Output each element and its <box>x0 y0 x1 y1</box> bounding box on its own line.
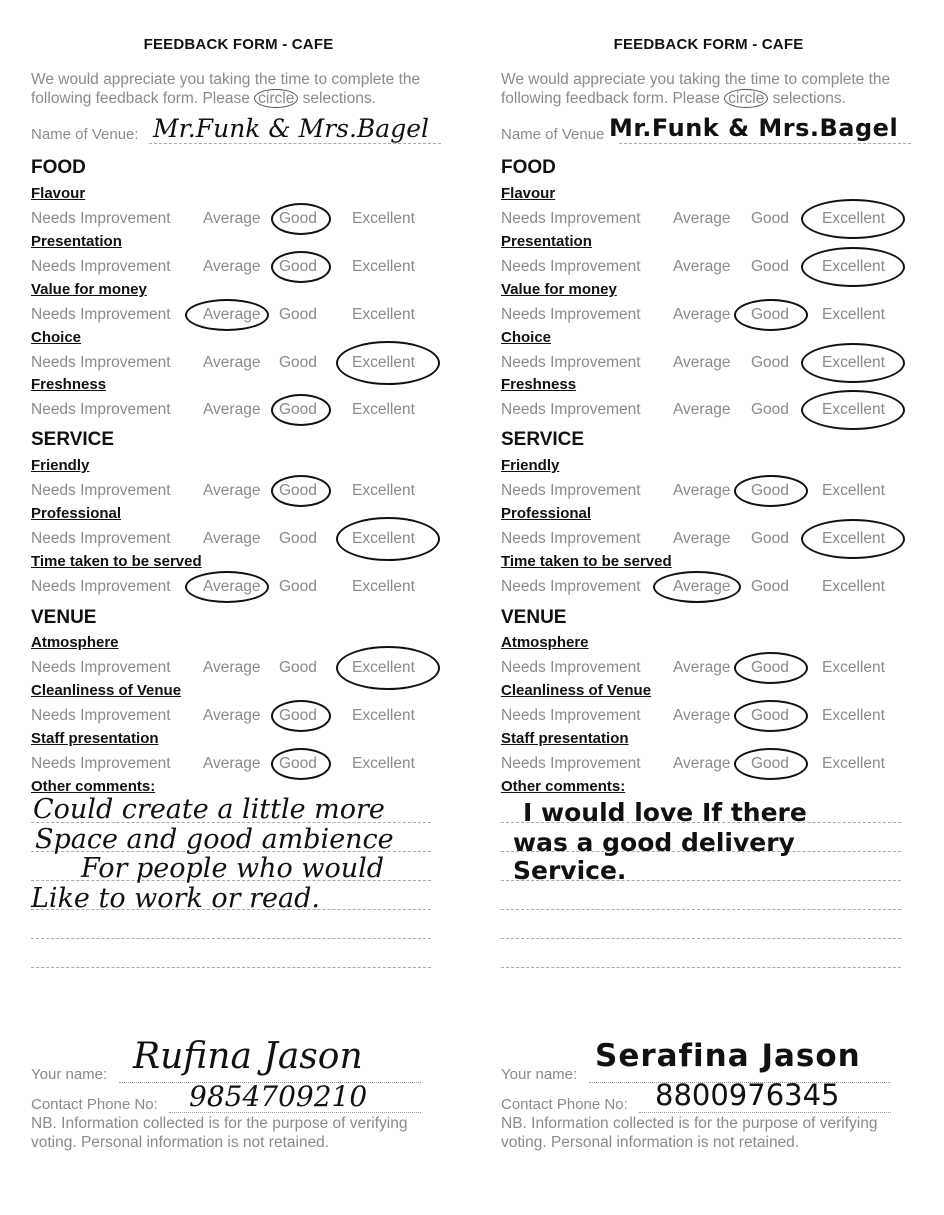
intro-text-start: We would appreciate you taking the time to complete the following feedback form. Please <box>31 71 421 107</box>
rating-option[interactable]: Excellent <box>822 482 885 499</box>
feedback-form-right <box>501 0 941 1215</box>
rating-option[interactable]: Good <box>279 659 317 676</box>
rating-row <box>501 657 921 679</box>
rating-option[interactable]: Average <box>673 755 731 772</box>
category-label: Time taken to be served <box>501 553 672 570</box>
category-label: Cleanliness of Venue <box>31 682 182 699</box>
rating-option[interactable]: Excellent <box>352 354 415 371</box>
rating-row <box>501 705 921 727</box>
comments-label: Other comments: <box>501 778 626 795</box>
privacy-note: NB. Information collected is for the purpose of verifying voting. Personal information is not retained. <box>501 1115 878 1151</box>
section-title: SERVICE <box>31 429 115 450</box>
rating-option[interactable]: Good <box>279 210 317 227</box>
category-label: Freshness <box>501 376 577 393</box>
venue-value: Mr.Funk & Mrs.Bagel <box>609 114 899 142</box>
section-title: VENUE <box>501 607 567 628</box>
rating-option[interactable]: Average <box>203 530 261 547</box>
rating-option[interactable]: Needs Improvement <box>31 482 171 499</box>
rating-row <box>501 576 921 598</box>
rating-option[interactable]: Average <box>673 354 731 371</box>
rating-option[interactable]: Average <box>673 210 731 227</box>
rating-option[interactable]: Excellent <box>822 530 885 547</box>
rating-row <box>31 528 451 550</box>
category-label: Time taken to be served <box>31 553 202 570</box>
rating-option[interactable]: Good <box>279 401 317 418</box>
rating-option[interactable]: Excellent <box>352 258 415 275</box>
rating-option[interactable]: Good <box>279 354 317 371</box>
rating-option[interactable]: Needs Improvement <box>501 401 641 418</box>
comments-label: Other comments: <box>31 778 156 795</box>
rating-option[interactable]: Excellent <box>352 530 415 547</box>
signature-phone: 8800976345 <box>655 1078 840 1112</box>
intro-text-end: selections. <box>302 90 376 107</box>
rating-option[interactable]: Needs Improvement <box>501 210 641 227</box>
category-label: Freshness <box>31 376 107 393</box>
rating-row <box>31 753 451 775</box>
rating-row <box>31 705 451 727</box>
rating-option[interactable]: Excellent <box>822 210 885 227</box>
category-label: Professional <box>31 505 122 522</box>
rating-option[interactable]: Excellent <box>352 707 415 724</box>
category-label: Cleanliness of Venue <box>501 682 652 699</box>
intro-text-start: We would appreciate you taking the time to complete the following feedback form. Please <box>501 71 891 107</box>
category-label: Friendly <box>501 457 560 474</box>
rating-option[interactable]: Needs Improvement <box>31 210 171 227</box>
rating-row <box>31 352 451 374</box>
rating-option[interactable]: Average <box>673 707 731 724</box>
intro-circle-word: circle <box>724 89 768 108</box>
rating-option[interactable]: Excellent <box>822 354 885 371</box>
category-label: Value for money <box>31 281 147 298</box>
rating-option[interactable]: Excellent <box>352 482 415 499</box>
rating-option[interactable]: Excellent <box>352 755 415 772</box>
rating-option[interactable]: Good <box>279 578 317 595</box>
rating-option[interactable]: Average <box>203 306 261 323</box>
comment-text: Like to work or read. <box>31 883 320 914</box>
rating-row <box>501 753 921 775</box>
signature-name: Serafina Jason <box>595 1038 861 1074</box>
rating-option[interactable]: Needs Improvement <box>501 258 641 275</box>
rating-option[interactable]: Good <box>751 482 789 499</box>
rating-option[interactable]: Good <box>751 401 789 418</box>
venue-field[interactable] <box>501 114 911 146</box>
rating-option[interactable]: Excellent <box>352 659 415 676</box>
rating-option[interactable]: Needs Improvement <box>501 707 641 724</box>
phone-label: Contact Phone No: <box>31 1096 158 1113</box>
rating-row <box>31 576 451 598</box>
rating-option[interactable]: Excellent <box>352 578 415 595</box>
category-label: Flavour <box>501 185 556 202</box>
rating-option[interactable]: Needs Improvement <box>31 578 171 595</box>
phone-dotline <box>639 1112 891 1113</box>
signature-name: Rufina Jason <box>133 1036 363 1077</box>
phone-label: Contact Phone No: <box>501 1096 628 1113</box>
rating-option[interactable]: Excellent <box>822 707 885 724</box>
category-label: Friendly <box>31 457 90 474</box>
venue-field[interactable] <box>31 114 441 146</box>
rating-option[interactable]: Average <box>673 578 731 595</box>
comment-line <box>31 967 431 968</box>
intro-text-end: selections. <box>772 90 846 107</box>
rating-option[interactable]: Good <box>751 210 789 227</box>
rating-option[interactable]: Average <box>203 578 261 595</box>
rating-row <box>31 256 451 278</box>
rating-option[interactable]: Excellent <box>352 210 415 227</box>
rating-option[interactable]: Good <box>751 306 789 323</box>
rating-option[interactable]: Average <box>203 659 261 676</box>
rating-row <box>31 208 451 230</box>
rating-row <box>501 528 921 550</box>
rating-option[interactable]: Average <box>203 354 261 371</box>
category-label: Staff presentation <box>501 730 629 747</box>
rating-option[interactable]: Needs Improvement <box>31 530 171 547</box>
rating-option[interactable]: Average <box>203 755 261 772</box>
form-title: FEEDBACK FORM - CAFE <box>613 36 804 53</box>
rating-option[interactable]: Average <box>673 530 731 547</box>
rating-option[interactable]: Excellent <box>822 401 885 418</box>
comment-text: Space and good ambience <box>35 824 394 855</box>
venue-underline <box>149 143 441 144</box>
rating-option[interactable]: Good <box>751 530 789 547</box>
comment-text: Could create a little more <box>33 794 385 825</box>
rating-option[interactable]: Needs Improvement <box>501 530 641 547</box>
name-label: Your name: <box>501 1066 578 1083</box>
rating-option[interactable]: Good <box>279 755 317 772</box>
feedback-form-left <box>31 0 471 1215</box>
rating-row <box>501 208 921 230</box>
rating-option[interactable]: Good <box>751 354 789 371</box>
rating-option[interactable]: Good <box>751 659 789 676</box>
rating-option[interactable]: Excellent <box>822 659 885 676</box>
rating-option[interactable]: Excellent <box>352 401 415 418</box>
venue-label: Name of Venue: <box>31 126 139 143</box>
rating-option[interactable]: Average <box>203 258 261 275</box>
section-title: FOOD <box>31 157 86 178</box>
rating-option[interactable]: Excellent <box>822 258 885 275</box>
rating-option[interactable]: Good <box>279 306 317 323</box>
rating-row <box>501 399 921 421</box>
rating-option[interactable]: Average <box>673 401 731 418</box>
comment-line <box>501 909 901 910</box>
rating-option[interactable]: Needs Improvement <box>31 755 171 772</box>
name-label: Your name: <box>31 1066 108 1083</box>
rating-option[interactable]: Average <box>203 401 261 418</box>
rating-option[interactable]: Excellent <box>822 578 885 595</box>
rating-row <box>501 480 921 502</box>
rating-row <box>31 657 451 679</box>
comment-line <box>31 938 431 939</box>
form-title: FEEDBACK FORM - CAFE <box>143 36 334 53</box>
rating-option[interactable]: Needs Improvement <box>31 306 171 323</box>
rating-row <box>501 304 921 326</box>
category-label: Atmosphere <box>501 634 589 651</box>
comment-line <box>501 967 901 968</box>
intro-text <box>501 70 921 108</box>
comment-text: I would love If there <box>523 798 807 827</box>
rating-option[interactable]: Excellent <box>822 306 885 323</box>
rating-option[interactable]: Good <box>279 258 317 275</box>
rating-option[interactable]: Good <box>279 482 317 499</box>
category-label: Staff presentation <box>31 730 159 747</box>
rating-row <box>501 352 921 374</box>
rating-option[interactable]: Needs Improvement <box>31 401 171 418</box>
category-label: Presentation <box>31 233 122 250</box>
rating-option[interactable]: Average <box>673 482 731 499</box>
rating-option[interactable]: Needs Improvement <box>31 707 171 724</box>
rating-option[interactable]: Good <box>751 707 789 724</box>
rating-option[interactable]: Good <box>751 578 789 595</box>
intro-circle-word: circle <box>254 89 298 108</box>
category-label: Value for money <box>501 281 617 298</box>
rating-option[interactable]: Average <box>203 210 261 227</box>
rating-row <box>31 304 451 326</box>
rating-option[interactable]: Needs Improvement <box>31 354 171 371</box>
category-label: Presentation <box>501 233 592 250</box>
section-title: FOOD <box>501 157 556 178</box>
section-title: SERVICE <box>501 429 585 450</box>
rating-option[interactable]: Excellent <box>822 755 885 772</box>
rating-option[interactable]: Needs Improvement <box>501 482 641 499</box>
category-label: Flavour <box>31 185 86 202</box>
rating-option[interactable]: Needs Improvement <box>501 354 641 371</box>
comment-text: Service. <box>513 856 627 885</box>
rating-row <box>501 256 921 278</box>
rating-option[interactable]: Average <box>673 659 731 676</box>
privacy-note: NB. Information collected is for the purpose of verifying voting. Personal information is not retained. <box>31 1115 408 1151</box>
rating-option[interactable]: Needs Improvement <box>501 306 641 323</box>
rating-option[interactable]: Excellent <box>352 306 415 323</box>
rating-row <box>31 480 451 502</box>
signature-phone: 9854709210 <box>189 1080 368 1113</box>
category-label: Professional <box>501 505 592 522</box>
rating-row <box>31 399 451 421</box>
rating-option[interactable]: Average <box>203 482 261 499</box>
comment-line <box>501 938 901 939</box>
rating-option[interactable]: Needs Improvement <box>31 258 171 275</box>
rating-option[interactable]: Average <box>673 306 731 323</box>
category-label: Atmosphere <box>31 634 119 651</box>
rating-option[interactable]: Needs Improvement <box>31 659 171 676</box>
category-label: Choice <box>31 329 82 346</box>
comment-text: For people who would <box>81 853 385 884</box>
rating-option[interactable]: Good <box>279 707 317 724</box>
comment-text: was a good delivery <box>513 828 795 857</box>
rating-option[interactable]: Needs Improvement <box>501 659 641 676</box>
rating-option[interactable]: Good <box>279 530 317 547</box>
venue-value: Mr.Funk & Mrs.Bagel <box>153 114 429 143</box>
category-label: Choice <box>501 329 552 346</box>
rating-option[interactable]: Good <box>751 755 789 772</box>
section-title: VENUE <box>31 607 97 628</box>
rating-option[interactable]: Needs Improvement <box>501 578 641 595</box>
intro-text <box>31 70 451 108</box>
rating-option[interactable]: Good <box>751 258 789 275</box>
venue-underline <box>619 143 911 144</box>
rating-option[interactable]: Average <box>203 707 261 724</box>
rating-option[interactable]: Average <box>673 258 731 275</box>
venue-label: Name of Venue <box>501 126 605 143</box>
rating-option[interactable]: Needs Improvement <box>501 755 641 772</box>
